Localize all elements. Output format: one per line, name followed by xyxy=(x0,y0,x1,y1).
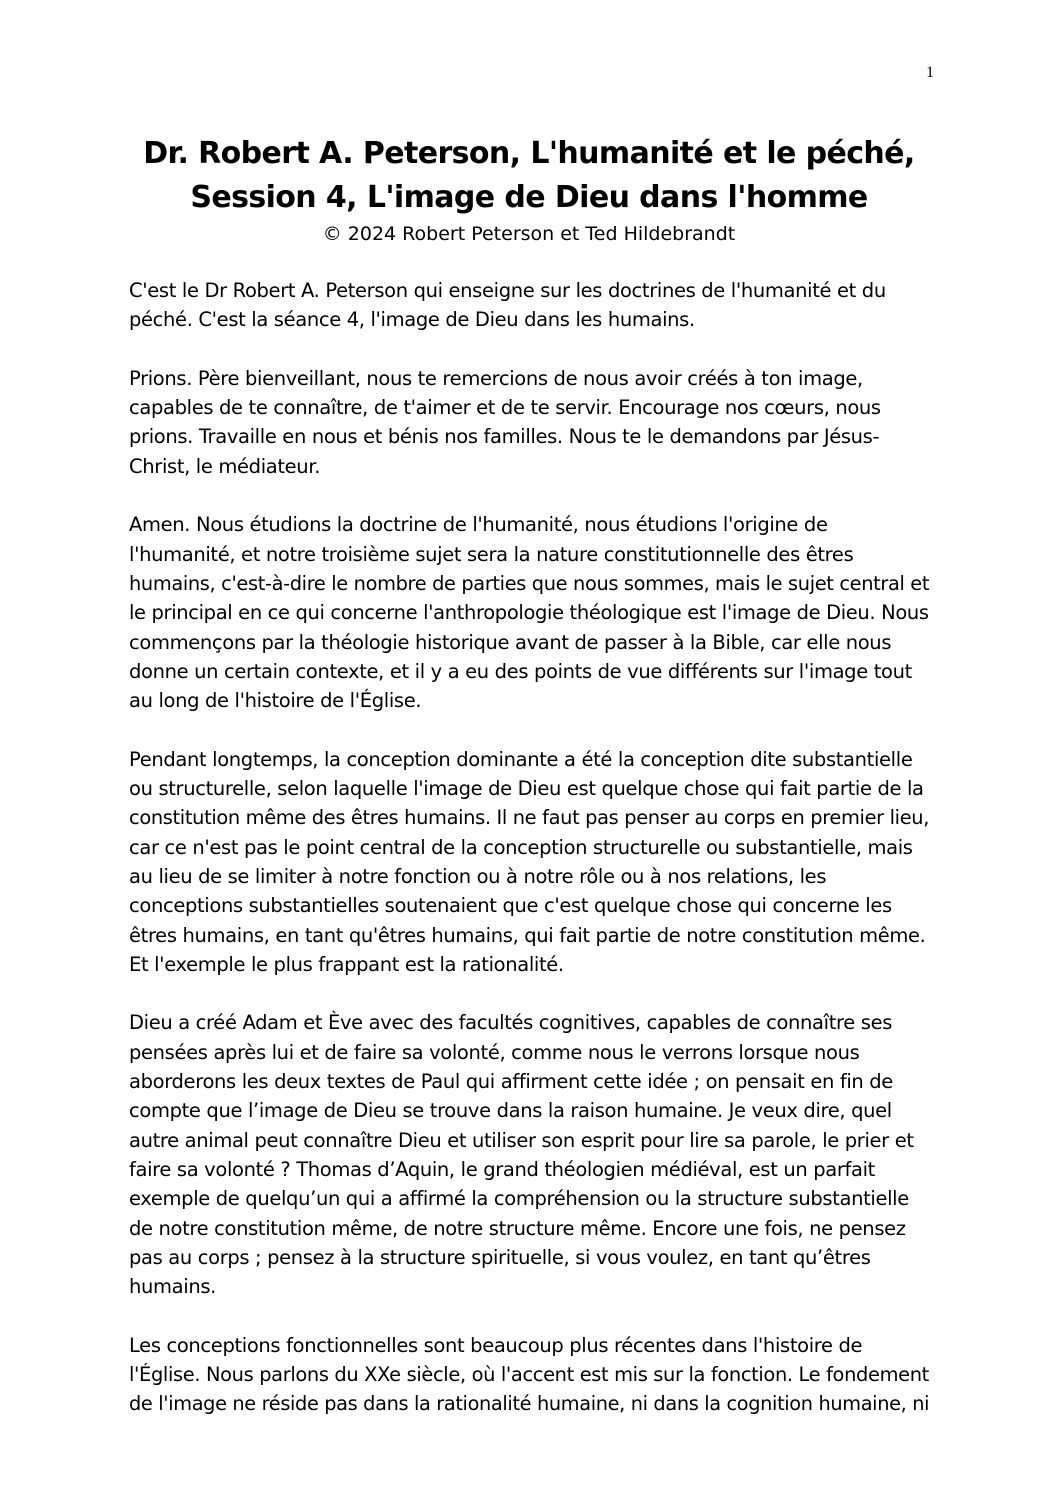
paragraph-line: l'humanité, et notre troisième sujet sera la nature constitutionnelle des êtres xyxy=(129,542,854,566)
paragraph-line: C'est le Dr Robert A. Peterson qui enseigne sur les doctrines de l'humanité et du xyxy=(129,279,886,302)
paragraph-line: conceptions substantielles soutenaient que c'est quelque chose qui concerne les xyxy=(129,894,892,918)
document-body xyxy=(129,276,929,1448)
paragraph-line: autre animal peut connaître Dieu et utiliser son esprit pour lire sa parole, le prier et xyxy=(129,1128,914,1152)
paragraph-line: pensées après lui et de faire sa volonté, comme nous le verrons lorsque nous xyxy=(129,1040,860,1064)
paragraph-line: Christ, le médiateur. xyxy=(129,454,321,478)
paragraph-line: humains. xyxy=(129,1275,216,1299)
paragraph-line: capables de te connaître, de t'aimer et de te servir. Encourage nos cœurs, nous xyxy=(129,396,881,420)
paragraph-line: le principal en ce qui concerne l'anthropologie théologique est l'image de Dieu. Nous xyxy=(129,601,929,625)
title-line: Dr. Robert A. Peterson, L'humanité et le péché, xyxy=(143,136,915,171)
paragraph-line: Amen. Nous étudions la doctrine de l'humanité, nous étudions l'origine de xyxy=(129,513,828,537)
paragraph-line: prions. Travaille en nous et bénis nos familles. Nous te le demandons par Jésus- xyxy=(129,425,880,449)
paragraph xyxy=(129,1008,929,1301)
paragraph-line: donne un certain contexte, et il y a eu des points de vue différents sur l'image tout xyxy=(129,659,912,683)
title-line: Session 4, L'image de Dieu dans l'homme xyxy=(190,180,868,215)
paragraph-line: humains, c'est-à-dire le nombre de parties que nous sommes, mais le sujet central et xyxy=(129,571,930,595)
paragraph-line: car ce n'est pas le point central de la conception structurelle ou substantielle, mais xyxy=(129,835,913,859)
paragraph-line: aborderons les deux textes de Paul qui affirment cette idée ; on pensait en fin de xyxy=(129,1070,893,1094)
paragraph-line: ou structurelle, selon laquelle l'image de Dieu est quelque chose qui fait partie de la xyxy=(129,777,924,801)
paragraph-line: exemple de quelqu’un qui a affirmé la compréhension ou la structure substantielle xyxy=(129,1187,909,1211)
paragraph-line: au lieu de se limiter à notre fonction ou à notre rôle ou à nos relations, les xyxy=(129,864,827,888)
paragraph-line: Dieu a créé Adam et Ève avec des facultés cognitives, capables de connaître ses xyxy=(129,1011,893,1035)
paragraph-line: êtres humains, en tant qu'êtres humains, qui fait partie de notre constitution même. xyxy=(129,923,926,947)
paragraph-line: commençons par la théologie historique avant de passer à la Bible, car elle nous xyxy=(129,630,892,654)
paragraph-line: Et l'exemple le plus frappant est la rationalité. xyxy=(129,952,564,976)
paragraph xyxy=(129,745,929,979)
paragraph xyxy=(129,364,929,481)
paragraph-line: de l'image ne réside pas dans la rationalité humaine, ni dans la cognition humaine, ni xyxy=(129,1392,930,1416)
document-title xyxy=(0,132,1058,220)
paragraph-line: de notre constitution même, de notre structure même. Encore une fois, ne pensez xyxy=(129,1216,906,1240)
paragraph-line: faire sa volonté ? Thomas d’Aquin, le grand théologien médiéval, est un parfait xyxy=(129,1157,875,1181)
paragraph-line: Les conceptions fonctionnelles sont beaucoup plus récentes dans l'histoire de xyxy=(129,1333,863,1357)
paragraph-line: constitution même des êtres humains. Il ne faut pas penser au corps en premier lieu, xyxy=(129,806,930,830)
paragraph-line: Prions. Père bienveillant, nous te remercions de nous avoir créés à ton image, xyxy=(129,366,863,390)
page-number: 1 xyxy=(926,64,934,81)
paragraph-line: péché. C'est la séance 4, l'image de Dieu dans les humains. xyxy=(129,308,695,332)
paragraph-line: pas au corps ; pensez à la structure spirituelle, si vous voulez, en tant qu’êtres xyxy=(129,1245,871,1269)
paragraph-line: l'Église. Nous parlons du XXe siècle, où l'accent est mis sur la fonction. Le fondement xyxy=(129,1362,929,1386)
paragraph xyxy=(129,510,929,715)
paragraph-line: Pendant longtemps, la conception dominante a été la conception dite substantielle xyxy=(129,747,913,771)
paragraph-line: compte que l’image de Dieu se trouve dans la raison humaine. Je veux dire, quel xyxy=(129,1099,892,1123)
copyright-line: © 2024 Robert Peterson et Ted Hildebrandt xyxy=(322,223,736,245)
paragraph xyxy=(129,276,929,335)
paragraph-line: au long de l'histoire de l'Église. xyxy=(129,689,422,713)
paragraph xyxy=(129,1331,929,1419)
